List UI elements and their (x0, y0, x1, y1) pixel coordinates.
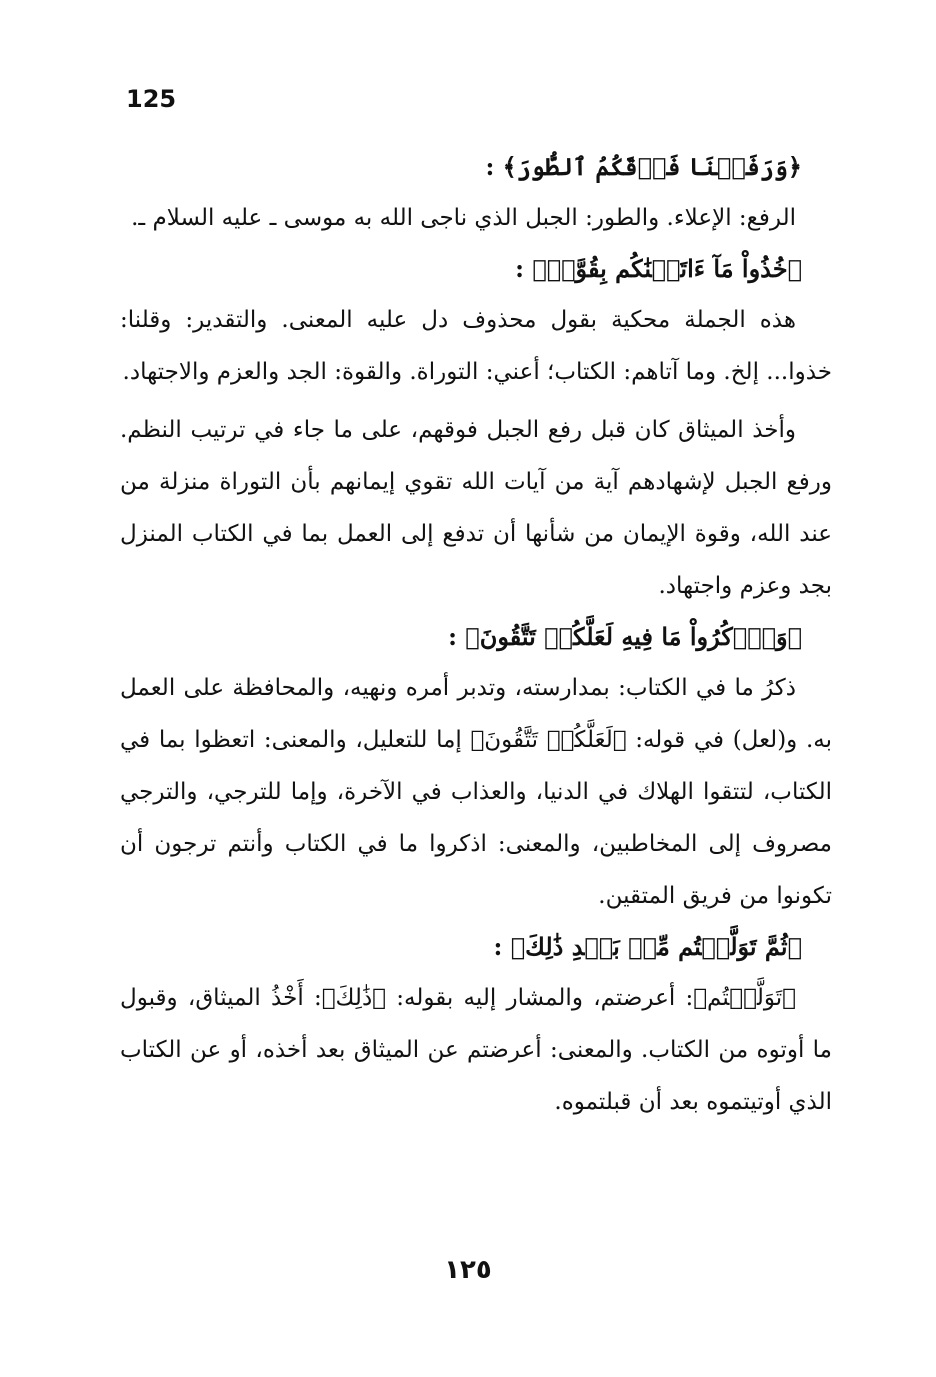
verse-heading: ﴿وَٱذۡكُرُواْ مَا فِيهِ لَعَلَّكُمۡ تَتَّقُونَ﴾ : (448, 622, 802, 651)
commentary-paragraph: الرفع: الإعلاء. والطور: الجبل الذي ناجى الله به موسى ـ عليه السلام ـ. (131, 205, 796, 231)
page-body (120, 142, 832, 1128)
commentary-paragraph: ذكرُ ما في الكتاب: بمدارسته، وتدبر أمره ونهيه، والمحافظة على العمل به. و(لعل) في قوله: ﴿لَعَلَّكُمۡ تَتَّقُونَ﴾ إما للتعليل، والمعنى: اتعظوا بما في الكتاب، لتتقوا الهلاك في الدنيا، والعذاب في الآخرة، وإما للترجي، والترجي مصروف إلى المخاطبين، والمعنى: اذكروا ما في الكتاب وأنتم ترجون أن تكونوا من فريق المتقين. (120, 675, 832, 909)
commentary-paragraph: ﴿تَوَلَّيۡتُم﴾: أعرضتم، والمشار إليه بقوله: ﴿ذَٰلِكَ﴾: أَخْذُ الميثاق، وقبول ما أوتوه من الكتاب. والمعنى: أعرضتم عن الميثاق بعد أخذه، أو عن الكتاب الذي أوتيتموه بعد أن قبلتموه. (120, 985, 832, 1115)
verse-heading: ﴿ثُمَّ تَوَلَّيۡتُم مِّنۢ بَعۡدِ ذَٰلِكَ﴾ : (493, 932, 802, 961)
verse-heading: ﴿خُذُواْ مَآ ءَاتَيۡنَٰكُم بِقُوَّةٖ﴾ : (515, 254, 802, 283)
page-number-arabic: ١٢٥ (444, 1255, 492, 1285)
commentary-paragraph: هذه الجملة محكية بقول محذوف دل عليه المعنى. والتقدير: وقلنا: خذوا... إلخ. وما آتاهم: الكتاب؛ أعني: التوراة. والقوة: الجد والعزم والاجتهاد. (120, 307, 832, 385)
verse-heading: ﴿وَرَفَعۡنَا فَوۡقَكُمُ ٱلطُّورَ﴾ : (485, 152, 802, 181)
commentary-paragraph: وأخذ الميثاق كان قبل رفع الجبل فوقهم، على ما جاء في ترتيب النظم. ورفع الجبل لإشهادهم آية من آيات الله تقوي إيمانهم بأن التوراة منزلة من عند الله، وقوة الإيمان من شأنها أن تدفع إلى العمل بما في الكتاب المنزل بجد وعزم واجتهاد. (120, 417, 832, 599)
page-number-latin: 125 (126, 85, 177, 113)
